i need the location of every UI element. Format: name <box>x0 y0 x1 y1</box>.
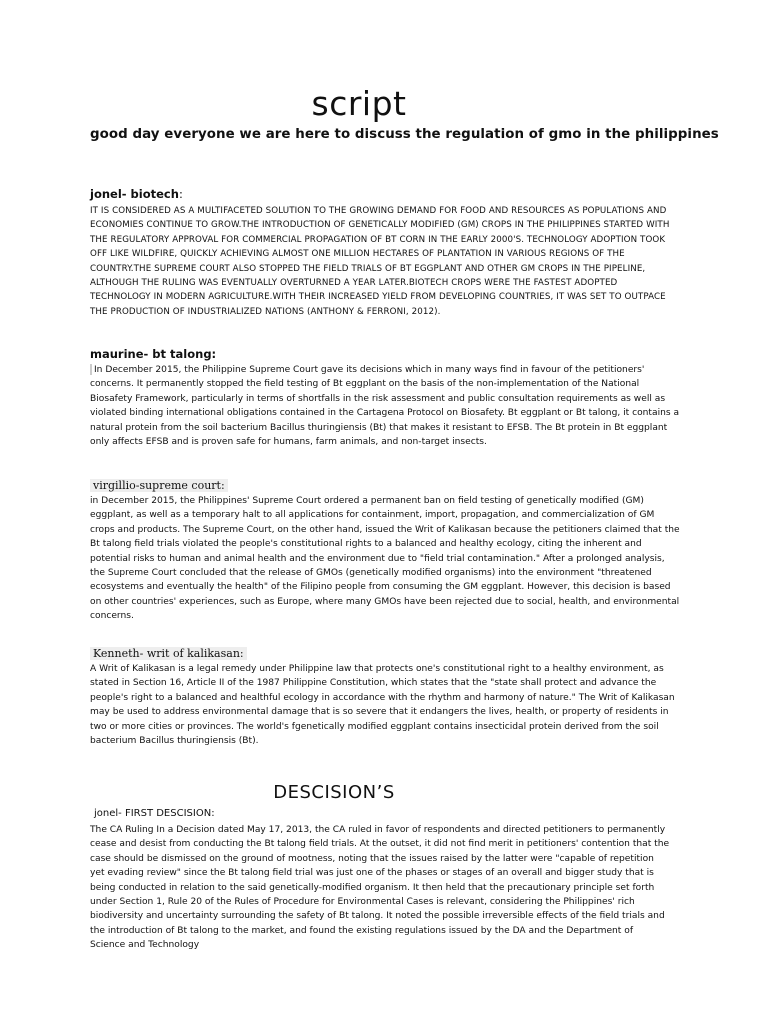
paragraph-biotech: IT IS CONSIDERED AS A MULTIFACETED SOLUTION TO THE GROWING DEMAND FOR FOOD AND RESOURCES AS POPULATIONS AND ECONOMIES CONTINUE TO GROW.THE INTRODUCTION OF GENETICALLY MODIFIED (GM) CROPS IN THE PHILIPPINES STARTED WITH THE REGULATORY APPROVAL FOR COMMERCIAL PROPAGATION OF BT CORN IN THE EARLY 2000'S. TECHNOLOGY ADOPTION TOOK OFF LIKE WILDFIRE, QUICKLY ACHIEVING ALMOST ONE MILLION HECTARES OF PLANTATION IN VARIOUS REGIONS OF THE COUNTRY.THE SUPREME COURT ALSO STOPPED THE FIELD TRIALS OF BT EGGPLANT AND OTHER GM CROPS IN THE PIPELINE, ALTHOUGH THE RULING WAS EVENTUALLY OVERTURNED A YEAR LATER.BIOTECH CROPS WERE THE FASTEST ADOPTED TECHNOLOGY IN MODERN AGRICULTURE.WITH THEIR INCREASED YIELD FROM DEVELOPING COUNTRIES, IT WAS SET TO OUTPACE THE PRODUCTION OF INDUSTRIALIZED NATIONS (ANTHONY & FERRONI, 2012). <box>90 206 670 317</box>
intro-line: good day everyone we are here to discuss the regulation of gmo in the philippines <box>90 127 719 142</box>
paragraph-supreme-court: in December 2015, the Philippines' Supreme Court ordered a permanent ban on field testing of genetically modified (GM) eggplant, as well as a temporary halt to all applications for containment, import, propagation, and commercialization of GM crops and products. The Supreme Court, on the other hand, issued the Writ of Kalikasan because the petitioners claimed that the Bt talong field trials violated the people's constitutional rights to a balanced and healthy ecology, citing the inherent and potential risks to human and animal health and the environment due to "field trial contamination." After a prolonged analysis, the Supreme Court concluded that the release of GMOs (genetically modified organisms) into the environment "threatened ecosystems and eventually the health" of the Filipino people from consuming the GM eggplant. However, this decision is based on other countries' experiences, such as Europe, where many GMOs have been rejected due to social, health, and environmental concerns. <box>90 496 680 622</box>
speaker-maurine-bt-talong: maurine- bt talong: <box>90 347 217 361</box>
speaker-jonel-first-decision: jonel- FIRST DESCISION: <box>94 808 215 819</box>
text-cursor-marker <box>90 364 92 375</box>
paragraph-first-decision: The CA Ruling In a Decision dated May 17, 2013, the CA ruled in favor of respondents and directed petitioners to permanently cease and desist from conducting the Bt talong field trials. At the outset, it did not find merit in petitioners' contention that the case should be dismissed on the ground of mootness, noting that the issues raised by the latter were "capable of repetition yet evading review" since the Bt talong field trial was just one of the phases or stages of an overall and bigger study that is being conducted in relation to the said genetically-modified organism. It then held that the precautionary principle set forth under Section 1, Rule 20 of the Rules of Procedure for Environmental Cases is relevant, considering the Philippines' rich biodiversity and uncertainty surrounding the safety of Bt talong. It noted the possible irreversible effects of the field trials and the introduction of Bt talong to the market, and found the existing regulations issued by the DA and the Department of Science and Technology <box>90 825 670 951</box>
decisions-heading: DESCISION’S <box>273 782 395 803</box>
speaker-jonel-biotech: jonel- biotech: <box>90 187 183 201</box>
speaker-virgillio-supreme-court: virgillio-supreme court: <box>90 479 228 492</box>
page-title: script <box>311 84 407 123</box>
paragraph-bt-talong: In December 2015, the Philippine Supreme Court gave its decisions which in many ways find in favour of the petitioners' concerns. It permanently stopped the field testing of Bt eggplant on the basis of the non-implementation of the National Biosafety Framework, particularly in terms of shortfalls in the risk assessment and public consultation requirements as well as violated binding international obligations contained in the Cartagena Protocol on Biosafety. Bt eggplant or Bt talong, it contains a natural protein from the soil bacterium Bacillus thuringiensis (Bt) that makes it resistant to EFSB. The Bt protein in Bt eggplant only affects EFSB and is proven safe for humans, farm animals, and non-target insects. <box>90 365 680 448</box>
speaker-kenneth-writ-of-kalikasan: Kenneth- writ of kalikasan: <box>90 647 247 660</box>
paragraph-writ-of-kalikasan: A Writ of Kalikasan is a legal remedy under Philippine law that protects one's constitutional right to a healthy environment, as stated in Section 16, Article II of the 1987 Philippine Constitution, which states that the "state shall protect and advance the people's right to a balanced and healthful ecology in accordance with the rhythm and harmony of nature." The Writ of Kalikasan may be used to address environmental damage that is so severe that it endangers the lives, health, or property of residents in two or more cities or provinces. The world's fgenetically modified eggplant contains insecticidal protein derived from the soil bacterium Bacillus thuringiensis (Bt). <box>90 664 675 747</box>
